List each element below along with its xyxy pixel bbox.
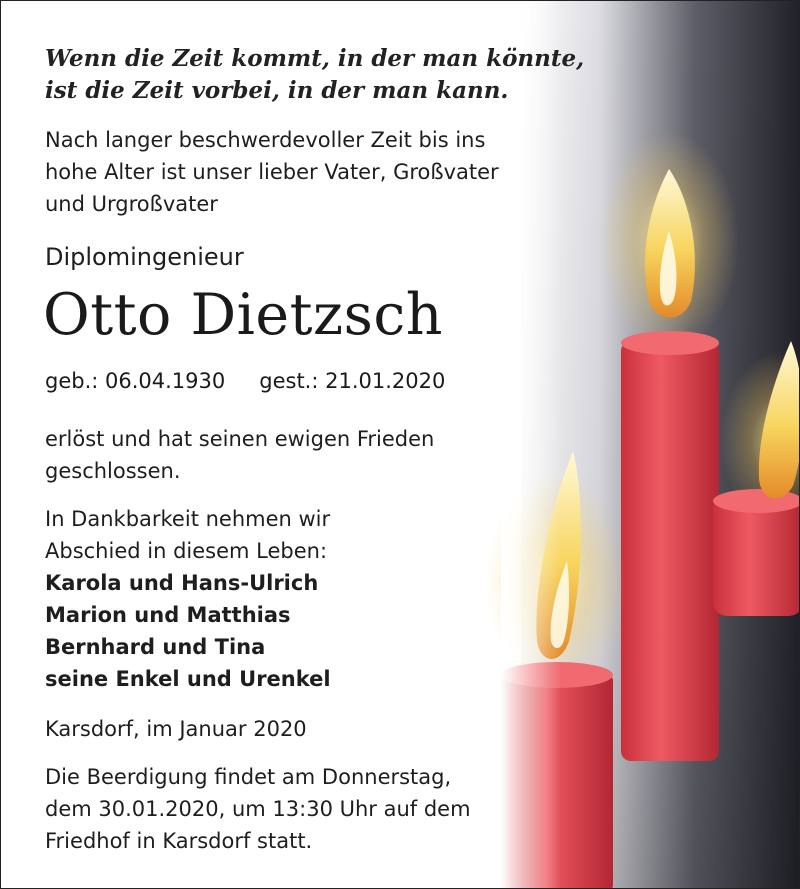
funeral-line: dem 30.01.2020, um 13:30 Uhr auf dem <box>45 797 471 821</box>
passing-line: geschlossen. <box>45 459 181 483</box>
mourner-name: Karola und Hans-Ulrich <box>45 571 319 595</box>
deceased-name: Otto Dietzsch <box>43 282 443 348</box>
funeral-info <box>45 761 471 857</box>
motto-quote <box>45 43 584 107</box>
life-dates <box>45 365 445 397</box>
birth-date: geb.: 06.04.1930 <box>45 369 226 393</box>
death-date: gest.: 21.01.2020 <box>259 369 446 393</box>
intro-line: und Urgroßvater <box>45 192 218 216</box>
motto-line: Wenn die Zeit kommt, in der man könnte, <box>45 45 585 72</box>
passing-line: erlöst und hat seinen ewigen Frieden <box>45 427 435 451</box>
farewell-line: In Dankbarkeit nehmen wir <box>45 507 331 531</box>
mourner-name: Marion und Matthias <box>45 603 291 627</box>
funeral-line: Friedhof in Karsdorf statt. <box>45 829 313 853</box>
place-date: Karsdorf, im Januar 2020 <box>45 717 307 741</box>
mourner-name: seine Enkel und Urenkel <box>45 667 331 691</box>
intro-line: Nach langer beschwerdevoller Zeit bis ins <box>45 128 486 152</box>
intro-text <box>45 124 499 220</box>
mourner-name: Bernhard und Tina <box>45 635 266 659</box>
farewell-line: Abschied in diesem Leben: <box>45 539 328 563</box>
motto-line: ist die Zeit vorbei, in der man kann. <box>45 77 509 104</box>
funeral-line: Die Beerdigung findet am Donnerstag, <box>45 765 452 789</box>
deceased-title: Diplomingenieur <box>45 243 244 271</box>
farewell-text <box>45 503 331 695</box>
intro-line: hohe Alter ist unser lieber Vater, Großvater <box>45 160 499 184</box>
passing-text <box>45 423 434 487</box>
